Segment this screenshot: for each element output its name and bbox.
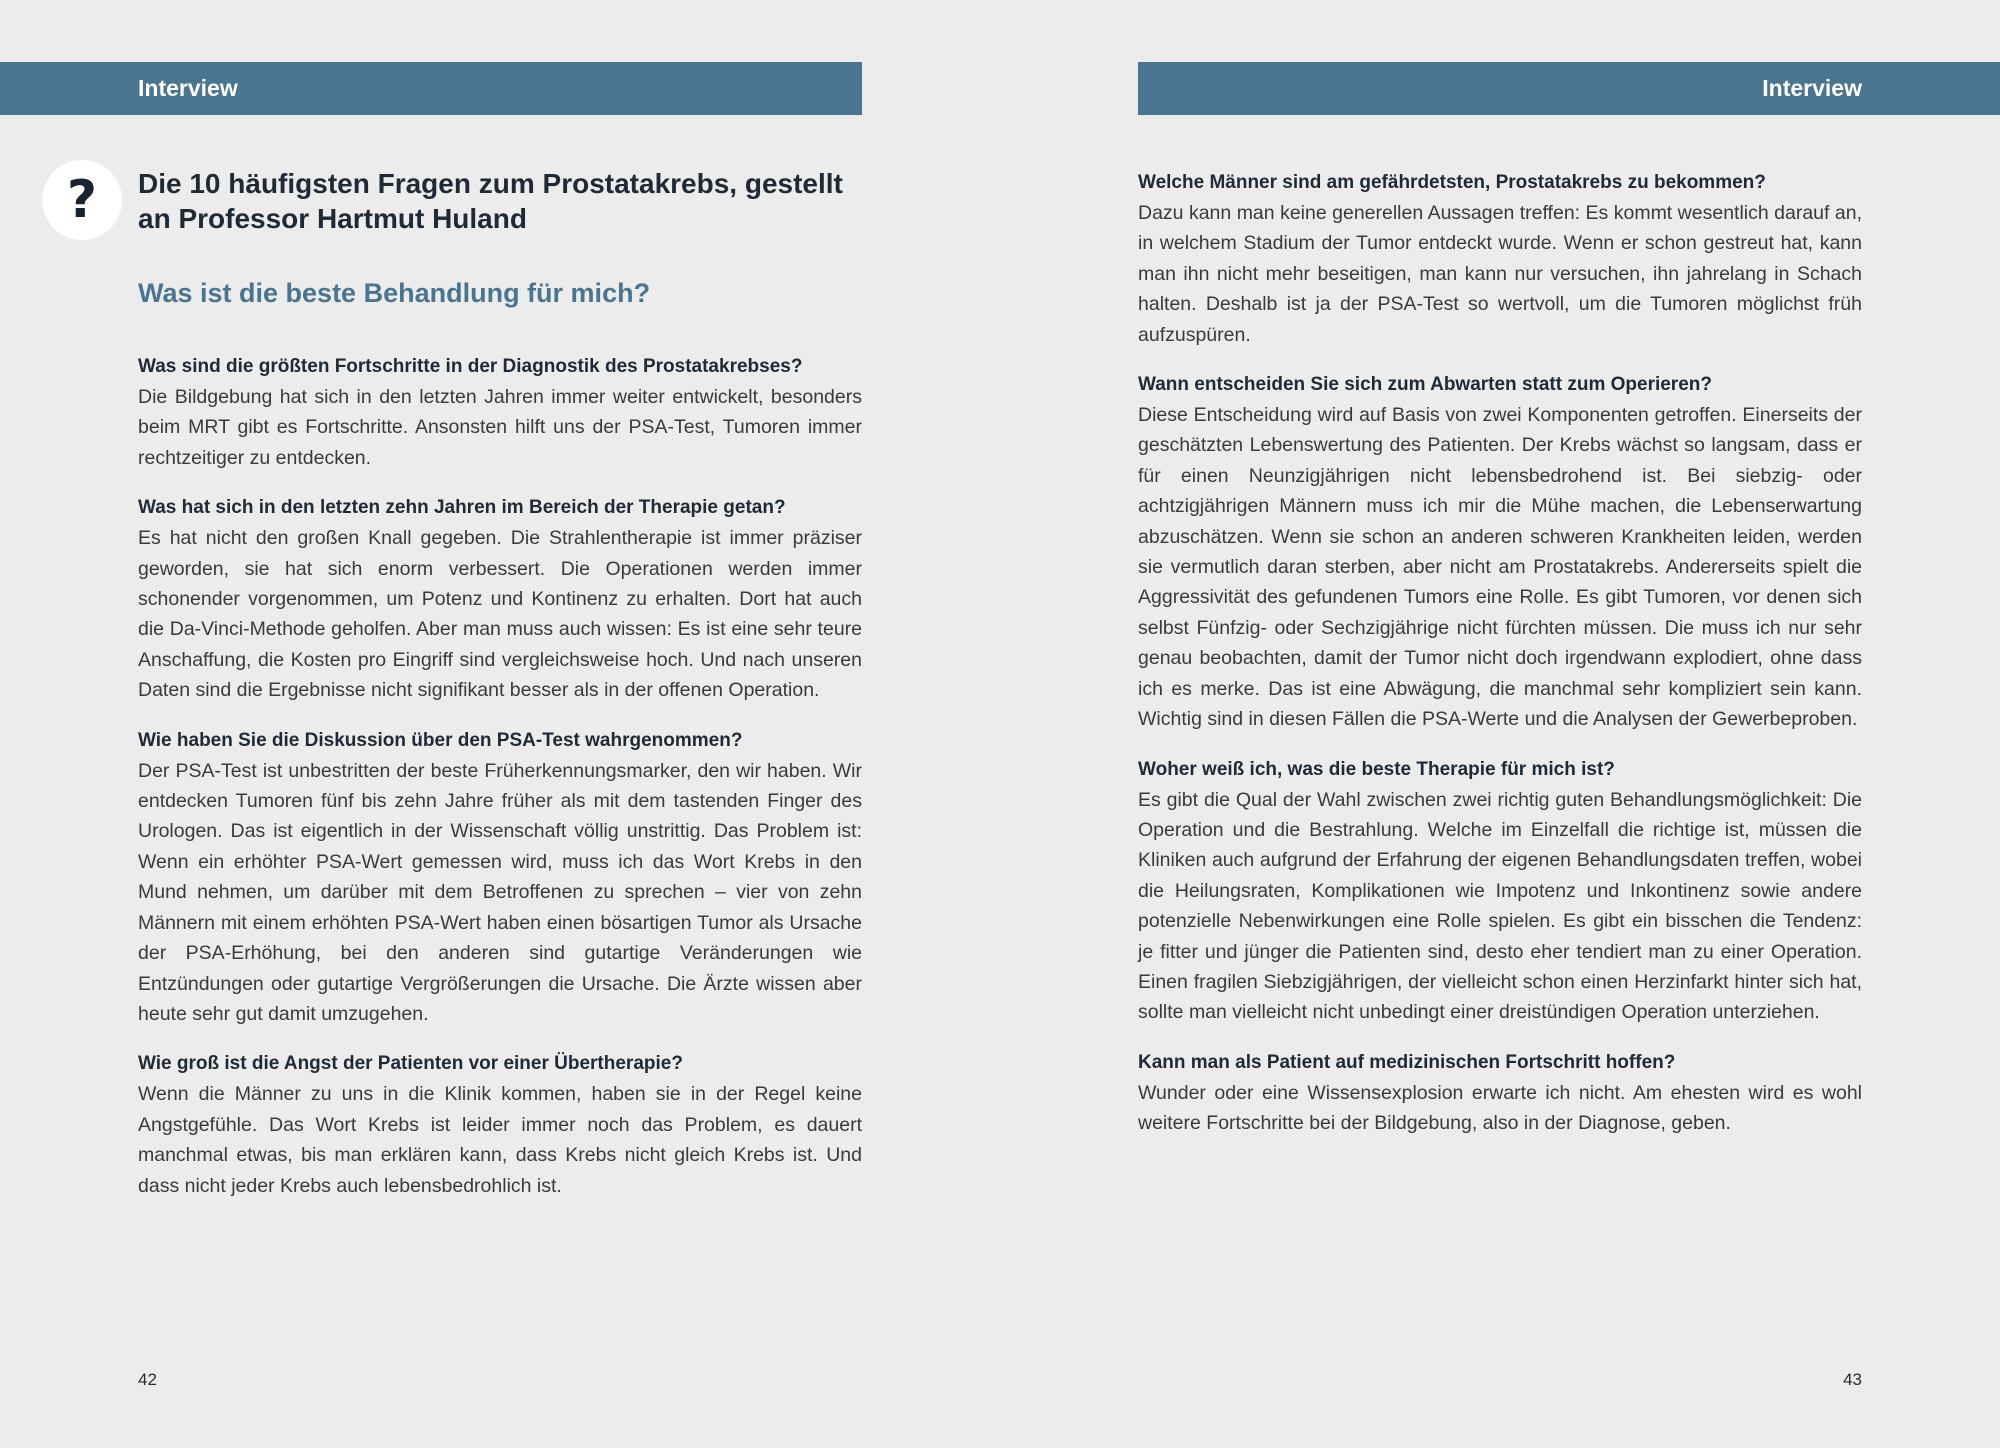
qa-item bbox=[1138, 1048, 1862, 1139]
qa-item bbox=[1138, 168, 1862, 350]
answer: Es gibt die Qual der Wahl zwischen zwei richtig guten Behandlungsmöglichkeit: Die Operation und die Bestrahlung. Welche im Einzelfall die richtige ist, müssen die Kliniken auch aufgrund der Erfahrung der eigenen Behandlungsdaten treffen, wobei die Heilungsraten, Komplikationen wie Impotenz und Inkontinenz sowie andere potenzielle Nebenwirkungen eine Rolle spielen. Es gibt ein bisschen die Tendenz: je fitter und jünger die Patienten sind, desto eher tendiert man zu einer Operation. Einen fragilen Siebzigjährigen, der vielleicht schon einen Herzinfarkt hinter sich hat, sollte man vielleicht nicht unbedingt einer dreistündigen Operation unterziehen. bbox=[1138, 788, 1862, 1024]
page-title: Die 10 häufigsten Fragen zum Prostatakrebs, gestellt an Professor Hartmut Huland bbox=[138, 168, 843, 234]
qa-item bbox=[1138, 370, 1862, 734]
qa-item bbox=[138, 726, 862, 1030]
page-subtitle: Was ist die beste Behandlung für mich? bbox=[138, 278, 651, 308]
qa-item bbox=[138, 352, 862, 473]
question: Wann entscheiden Sie sich zum Abwarten statt zum Operieren? bbox=[1138, 374, 1712, 396]
question: Wie haben Sie die Diskussion über den PSA-Test wahrgenommen? bbox=[138, 729, 743, 751]
section-header bbox=[0, 62, 862, 115]
section-header bbox=[1138, 62, 2000, 115]
answer: Dazu kann man keine generellen Aussagen treffen: Es kommt wesentlich darauf an, in welchem Stadium der Tumor entdeckt wurde. Wenn er schon gestreut hat, kann man ihn nicht mehr beseitigen, man kann nur versuchen, ihn jahrelang in Schach halten. Deshalb ist ja der PSA-Test so wertvoll, um die Tumoren möglichst früh aufzuspüren. bbox=[1138, 202, 1862, 346]
right-page bbox=[1000, 0, 2000, 1448]
question: Wie groß ist die Angst der Patienten vor einer Übertherapie? bbox=[138, 1053, 683, 1075]
question: Woher weiß ich, was die beste Therapie für mich ist? bbox=[1138, 758, 1615, 780]
qa-item bbox=[138, 493, 862, 705]
answer: Wenn die Männer zu uns in die Klinik kommen, haben sie in der Regel keine Angstgefühle. Das Wort Krebs ist leider immer noch das Problem, es dauert manchmal etwas, bis man erklären kann, dass Krebs nicht gleich Krebs ist. Und dass nicht jeder Krebs auch lebensbedrohlich ist. bbox=[138, 1083, 862, 1197]
question: Kann man als Patient auf medizinischen Fortschritt hoffen? bbox=[1138, 1051, 1676, 1073]
answer: Der PSA-Test ist unbestritten der beste Früherkennungsmarker, den wir haben. Wir entdecken Tumoren fünf bis zehn Jahre früher als mit dem tastenden Finger des Urologen. Das ist eigentlich in der Wissenschaft völlig unstrittig. Das Problem ist: Wenn ein erhöhter PSA-Wert gemessen wird, muss ich das Wort Krebs in den Mund nehmen, um darüber mit dem Betroffenen zu sprechen – vier von zehn Männern mit einem erhöhten PSA-Wert haben einen bösartigen Tumor als Ursache der PSA-Erhöhung, bei den anderen sind gutartige Veränderungen wie Entzündungen oder gutartige Vergrößerungen die Ursache. Die Ärzte wissen aber heute sehr gut damit umzugehen. bbox=[138, 759, 862, 1025]
question-mark-glyph: ? bbox=[66, 170, 98, 230]
page-number: 43 bbox=[1843, 1370, 1862, 1389]
answer: Diese Entscheidung wird auf Basis von zwei Komponenten getroffen. Einerseits der geschätzten Lebenswertung des Patienten. Der Krebs wächst so langsam, dass er für einen Neunzigjährigen nicht lebensbedrohend ist. Bei siebzig- oder achtzigjährigen Männern muss ich mir die Mühe machen, die Lebenserwartung abzuschätzen. Wenn sie schon an anderen schweren Krankheiten leiden, werden sie vermutlich daran sterben, aber nicht am Prostatakrebs. Andererseits spielt die Aggressivität des gefundenen Tumors eine Rolle. Es gibt Tumoren, vor denen sich selbst Fünfzig- oder Sechzigjährige nicht fürchten müssen. Die muss ich nur sehr genau beobachten, damit der Tumor nicht doch irgendwann explodiert, ohne dass ich es merke. Das ist eine Abwägung, die manchmal sehr kompliziert sein kann. Wichtig sind in diesen Fällen die PSA-Werte und die Analysen der Gewerbeproben. bbox=[1138, 404, 1862, 731]
qa-item bbox=[138, 1049, 862, 1201]
answer: Die Bildgebung hat sich in den letzten Jahren immer weiter entwickelt, besonders beim MRT gibt es Fortschritte. Ansonsten hilft uns der PSA-Test, Tumoren immer rechtzeitiger zu entdecken. bbox=[138, 386, 862, 469]
right-column bbox=[1138, 168, 1862, 1159]
question: Was sind die größten Fortschritte in der Diagnostik des Prostatakrebses? bbox=[138, 356, 803, 377]
left-column bbox=[138, 352, 862, 1221]
question-mark-icon bbox=[42, 160, 122, 240]
question: Welche Männer sind am gefährdetsten, Prostatakrebs zu bekommen? bbox=[1138, 172, 1766, 193]
page-number: 42 bbox=[138, 1370, 157, 1389]
answer: Wunder oder eine Wissensexplosion erwarte ich nicht. Am ehesten wird es wohl weitere Fortschritte bei der Bildgebung, also in der Diagnose, geben. bbox=[1138, 1081, 1862, 1135]
section-header-label: Interview bbox=[1762, 75, 1862, 101]
section-header-label: Interview bbox=[138, 75, 238, 101]
question: Was hat sich in den letzten zehn Jahren im Bereich der Therapie getan? bbox=[138, 497, 786, 519]
qa-item bbox=[1138, 755, 1862, 1028]
answer: Es hat nicht den großen Knall gegeben. Die Strahlentherapie ist immer präziser geworden, sie hat sich enorm verbessert. Die Operationen werden immer schonender vorgenommen, um Potenz und Kontinenz zu erhalten. Dort hat auch die Da-Vinci-Methode geholfen. Aber man muss auch wissen: Es ist eine sehr teure Anschaffung, die Kosten pro Eingriff sind vergleichsweise hoch. Und nach unseren Daten sind die Ergebnisse nicht signifikant besser als in der offenen Operation. bbox=[138, 527, 862, 702]
